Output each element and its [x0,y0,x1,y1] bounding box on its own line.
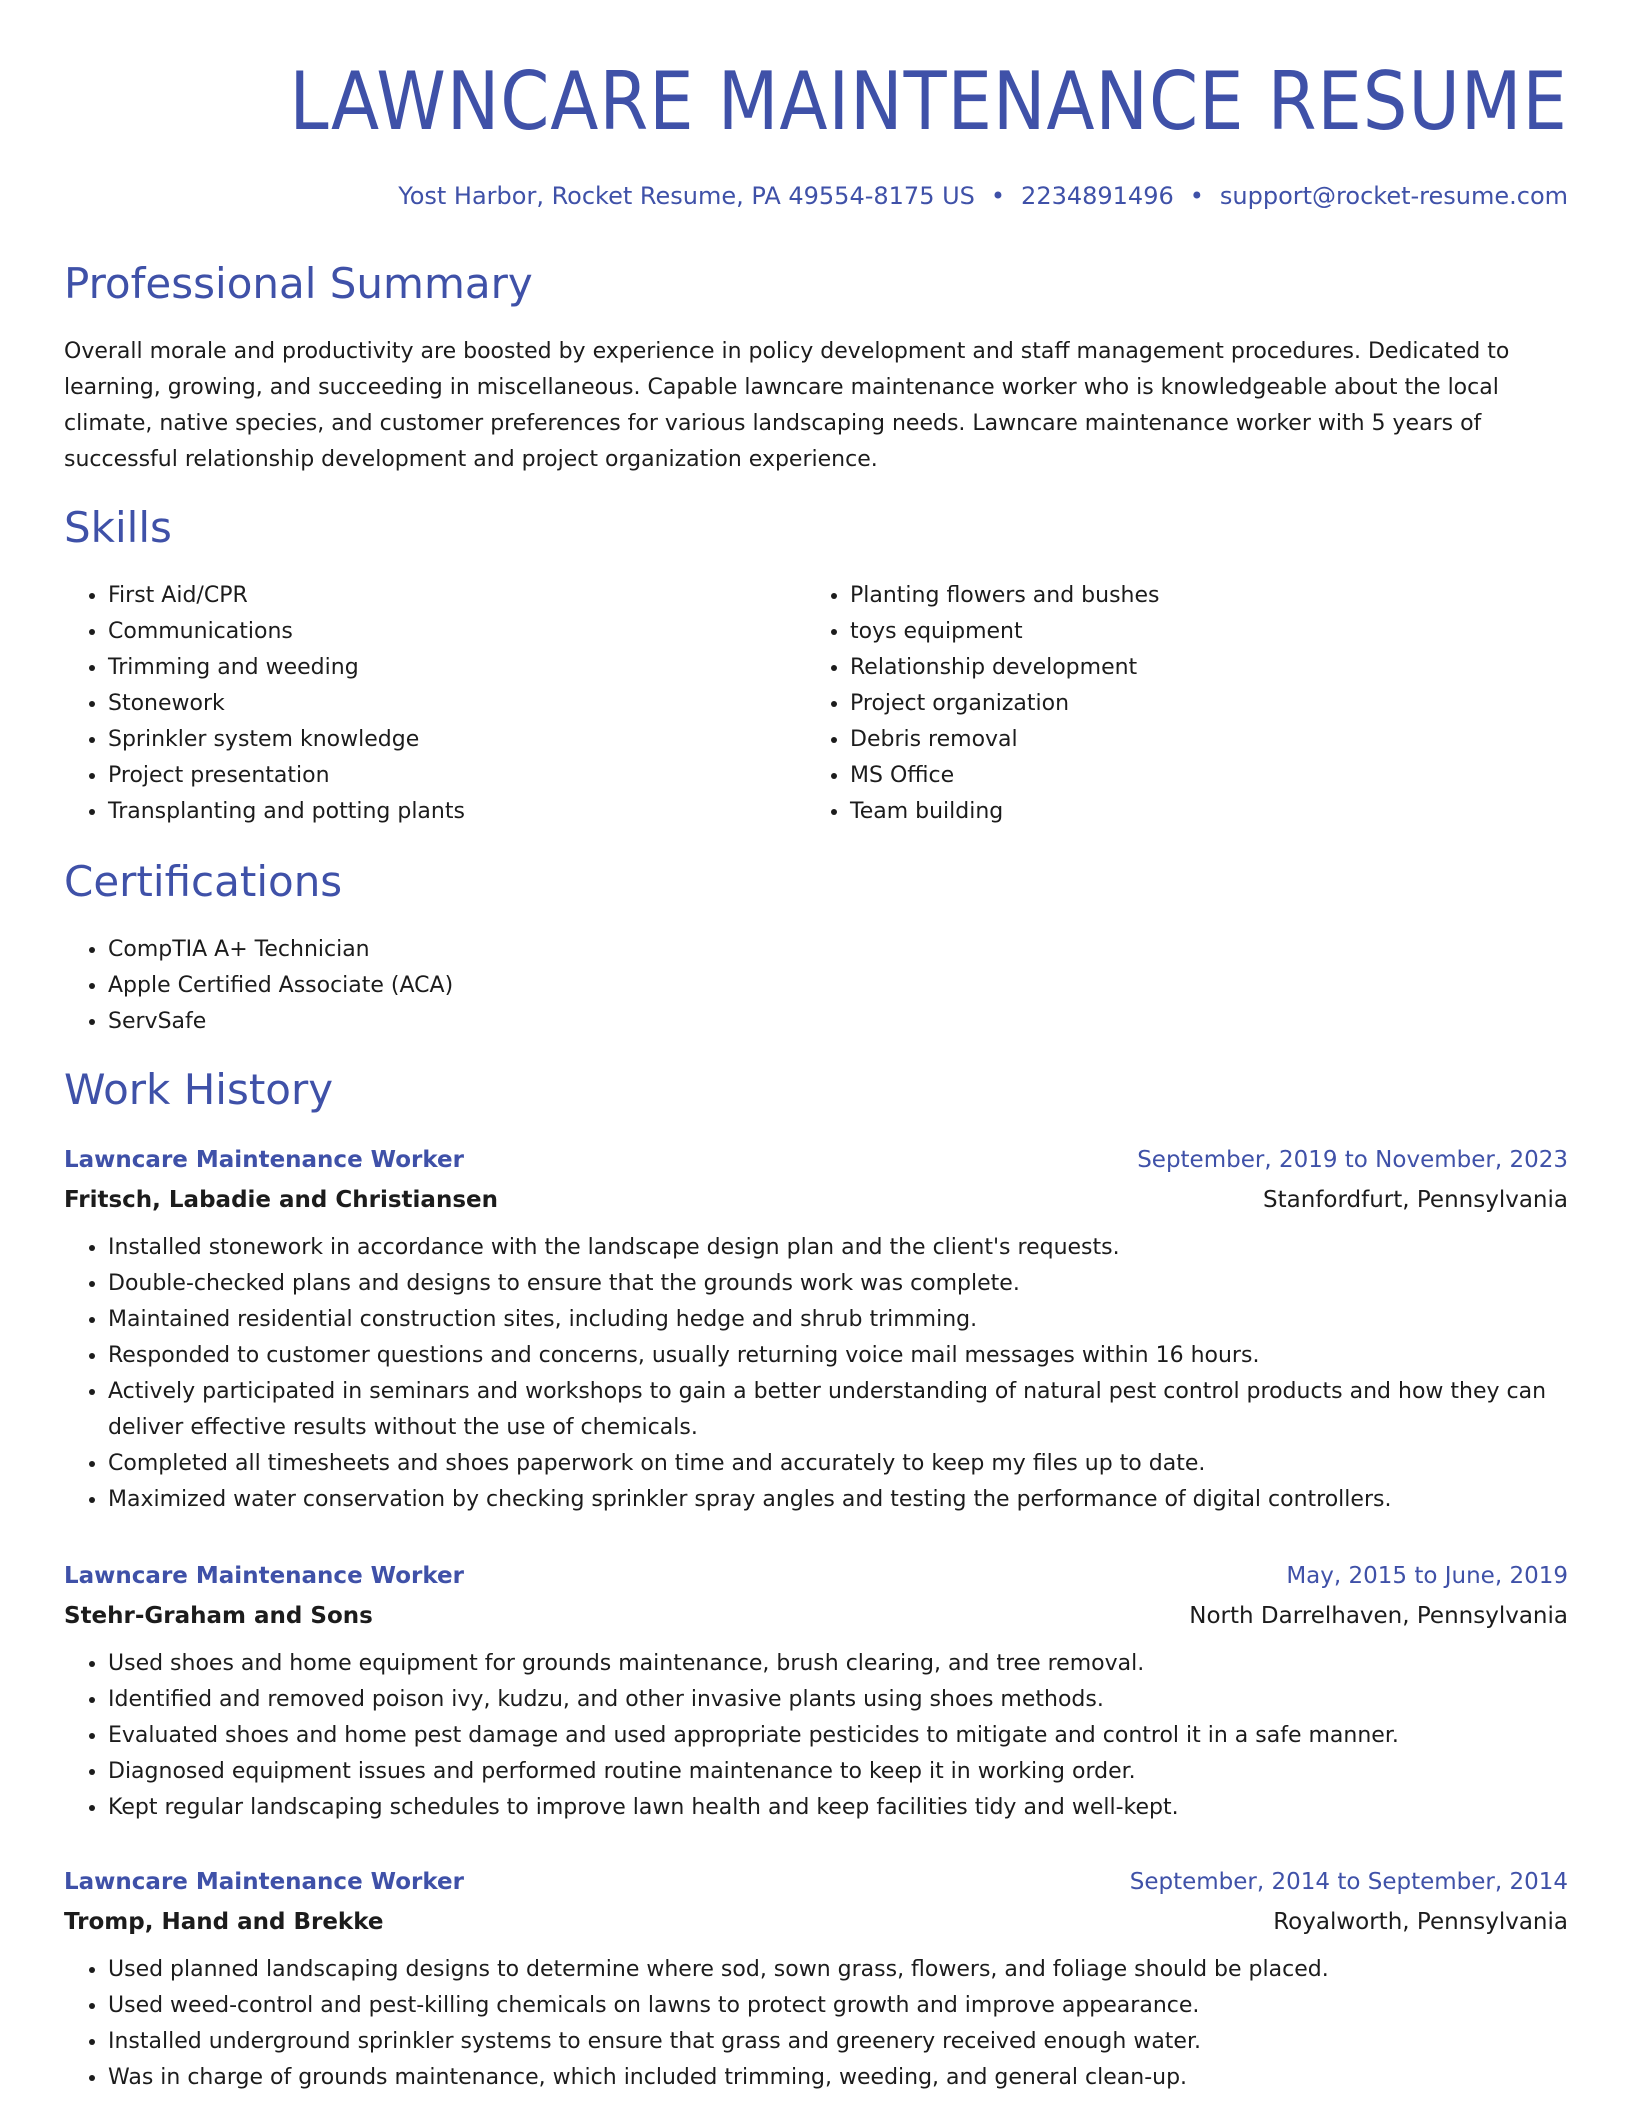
certifications-list [64,932,1568,1040]
contact-line [398,180,1568,212]
job-title: Lawncare Maintenance Worker [64,1147,464,1173]
skill-item: • Team building [850,794,1546,830]
certification-item: • CompTIA A+ Technician [108,932,1568,968]
skill-item: • Debris removal [850,722,1546,758]
certification-item: • ServSafe [108,1004,1568,1040]
job-duties-list [64,1646,1568,1826]
job-duty-item: • Was in charge of grounds maintenance, which included trimming, weeding, and general clean-up. [108,2060,1568,2096]
job-entry [64,1862,1568,2096]
skills-column-right [806,578,1546,830]
contact-email[interactable]: support@rocket-resume.com [1219,182,1568,210]
job-duty-item: • Diagnosed equipment issues and performed routine maintenance to keep it in working order. [108,1754,1568,1790]
certification-item: • Apple Certified Associate (ACA) [108,968,1568,1004]
job-company: Stehr-Graham and Sons [64,1603,373,1629]
certifications-heading: Certifications [64,857,343,906]
job-title: Lawncare Maintenance Worker [64,1869,464,1895]
skill-item: • toys equipment [850,614,1546,650]
job-company: Tromp, Hand and Brekke [64,1909,384,1935]
job-duty-item: • Maintained residential construction sites, including hedge and shrub trimming. [108,1302,1568,1338]
skills-column-left [64,578,804,830]
job-duty-item: • Double-checked plans and designs to ensure that the grounds work was complete. [108,1266,1568,1302]
job-duty-item: • Identified and removed poison ivy, kudzu, and other invasive plants using shoes methods. [108,1682,1568,1718]
job-duty-item: • Used weed-control and pest-killing chemicals on lawns to protect growth and improve appearance. [108,1988,1568,2024]
job-duties-list [64,1952,1568,2096]
skill-item: • Sprinkler system knowledge [108,722,804,758]
job-dates: May, 2015 to June, 2019 [1286,1563,1568,1589]
contact-address: Yost Harbor, Rocket Resume, PA 49554-8175 US [398,182,975,210]
skill-item: • MS Office [850,758,1546,794]
resume-title: LAWNCARE MAINTENANCE RESUME [289,55,1568,148]
job-location: Stanfordfurt, Pennsylvania [1263,1187,1568,1213]
skills-list-left [64,578,804,830]
skill-item: • Planting flowers and bushes [850,578,1546,614]
job-entry [64,1556,1568,1826]
skill-item: • Project organization [850,686,1546,722]
job-duty-item: • Used shoes and home equipment for grounds maintenance, brush clearing, and tree removal. [108,1646,1568,1682]
skill-item: • Relationship development [850,650,1546,686]
contact-separator: • [1189,182,1204,210]
job-duty-item: • Actively participated in seminars and workshops to gain a better understanding of natural pest control products and how they can deliver effective results without the use of chemicals. [108,1374,1568,1446]
job-company: Fritsch, Labadie and Christiansen [64,1187,498,1213]
skill-item: • Transplanting and potting plants [108,794,804,830]
skills-heading: Skills [64,503,172,552]
job-duty-item: • Installed underground sprinkler systems to ensure that grass and greenery received enough water. [108,2024,1568,2060]
summary-text: Overall morale and productivity are boosted by experience in policy development and staff management procedures. Dedicated to learning, growing, and succeeding in miscellaneous. Capable lawncare maintenance worker who is knowledgeable about the local climate, native species, and customer preferences for various landscaping needs. Lawncare maintenance worker with 5 years of successful relationship development and project organization experience. [64,339,1510,472]
job-duty-item: • Used planned landscaping designs to determine where sod, sown grass, flowers, and foliage should be placed. [108,1952,1568,1988]
job-location: North Darrelhaven, Pennsylvania [1189,1603,1568,1629]
contact-separator: • [990,182,1006,210]
work-history-heading: Work History [64,1065,334,1114]
job-duty-item: • Maximized water conservation by checking sprinkler spray angles and testing the performance of digital controllers. [108,1482,1568,1518]
job-duty-item: • Evaluated shoes and home pest damage and used appropriate pesticides to mitigate and control it in a safe manner. [108,1718,1568,1754]
job-title: Lawncare Maintenance Worker [64,1563,464,1589]
skill-item: • First Aid/CPR [108,578,804,614]
job-entry [64,1140,1568,1518]
job-duties-list [64,1230,1568,1518]
job-dates: September, 2019 to November, 2023 [1137,1147,1568,1173]
job-location: Royalworth, Pennsylvania [1273,1909,1568,1935]
job-duty-item: • Kept regular landscaping schedules to improve lawn health and keep facilities tidy and well-kept. [108,1790,1568,1826]
job-dates: September, 2014 to September, 2014 [1129,1869,1568,1895]
job-duty-item: • Installed stonework in accordance with the landscape design plan and the client's requests. [108,1230,1568,1266]
skill-item: • Trimming and weeding [108,650,804,686]
skill-item: • Project presentation [108,758,804,794]
job-duty-item: • Responded to customer questions and concerns, usually returning voice mail messages within 16 hours. [108,1338,1568,1374]
skills-list-right [806,578,1546,830]
skill-item: • Stonework [108,686,804,722]
contact-phone: 2234891496 [1021,182,1174,210]
certifications-block [64,932,1568,1040]
skill-item: • Communications [108,614,804,650]
job-duty-item: • Completed all timesheets and shoes paperwork on time and accurately to keep my files up to date. [108,1446,1568,1482]
summary-heading: Professional Summary [64,259,533,308]
